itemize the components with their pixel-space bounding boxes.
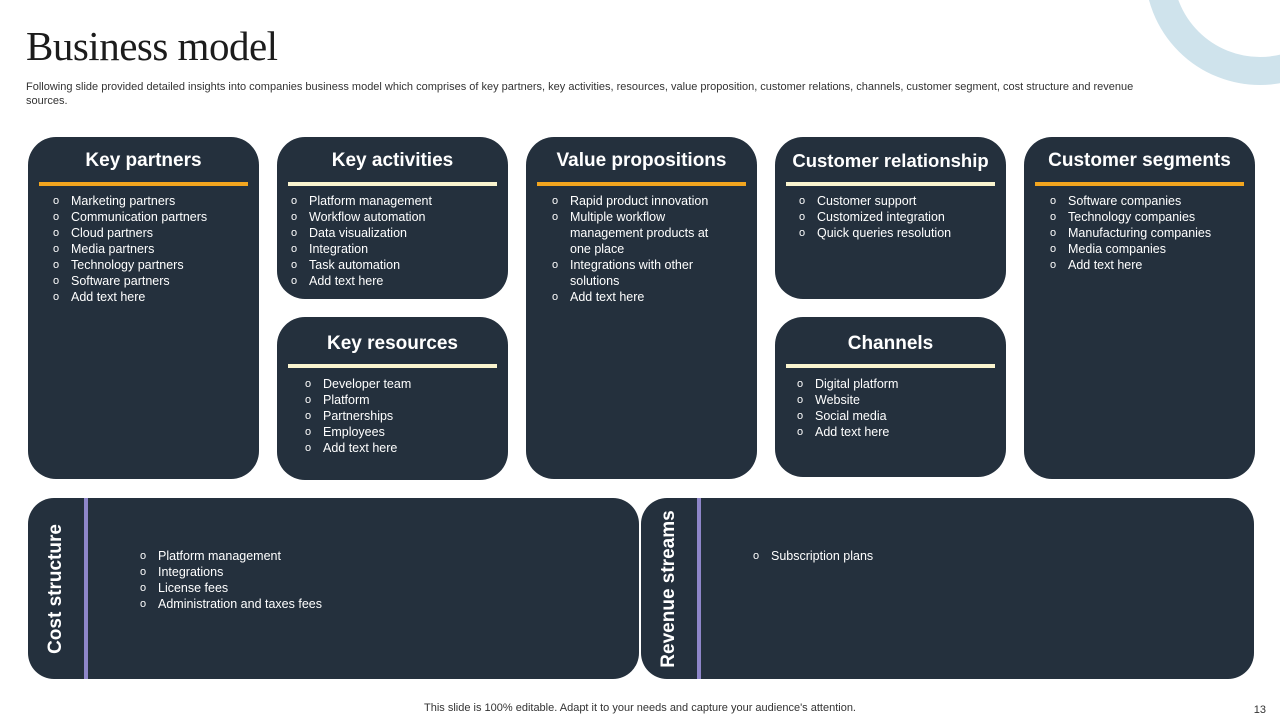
card-heading: Revenue streams bbox=[658, 509, 679, 668]
list-item: o Customer support bbox=[799, 193, 999, 209]
list-item: o Customized integration bbox=[799, 209, 999, 225]
card-revenue-streams bbox=[641, 498, 1254, 679]
heading-divider bbox=[537, 182, 746, 186]
footer-note: This slide is 100% editable. Adapt it to your needs and capture your audience's attention. bbox=[424, 702, 856, 714]
heading-divider bbox=[786, 182, 995, 186]
card-channels bbox=[775, 317, 1006, 477]
list-item: o Integrations with other solutions bbox=[552, 257, 727, 289]
page-subtitle: Following slide provided detailed insights into companies business model which comprises of key partners, key activities, resources, value proposition, customer relations, channels, customer segment, cost structure and revenue sources. bbox=[26, 81, 1134, 107]
list-item: o Add text here bbox=[552, 289, 727, 305]
list-item: o Quick queries resolution bbox=[799, 225, 999, 241]
list-item: o Website bbox=[797, 392, 997, 408]
card-customer-relationship bbox=[775, 137, 1006, 299]
page-number: 13 bbox=[1253, 704, 1266, 716]
list-item: o Platform bbox=[305, 392, 500, 408]
heading-divider bbox=[1035, 182, 1244, 186]
list-item: o Technology companies bbox=[1050, 209, 1250, 225]
list-item: o Add text here bbox=[291, 273, 501, 289]
list-item: o License fees bbox=[140, 580, 440, 596]
list-item: o Media companies bbox=[1050, 241, 1250, 257]
decorative-ring bbox=[1145, 0, 1280, 85]
card-key-partners bbox=[28, 137, 259, 479]
list-item: o Add text here bbox=[305, 440, 500, 456]
list-item: o Data visualization bbox=[291, 225, 501, 241]
list-item: o Communication partners bbox=[53, 209, 253, 225]
item-list bbox=[53, 193, 253, 305]
list-item: o Add text here bbox=[53, 289, 253, 305]
list-item: o Add text here bbox=[1050, 257, 1250, 273]
list-item: o Rapid product innovation bbox=[552, 193, 727, 209]
heading-divider bbox=[288, 364, 497, 368]
list-item: o Marketing partners bbox=[53, 193, 253, 209]
heading-divider bbox=[786, 364, 995, 368]
heading-divider bbox=[697, 498, 701, 679]
list-item: o Add text here bbox=[797, 424, 997, 440]
card-key-resources bbox=[277, 317, 508, 480]
list-item: o Technology partners bbox=[53, 257, 253, 273]
item-list bbox=[552, 193, 727, 305]
list-item: o Platform management bbox=[291, 193, 501, 209]
list-item: o Cloud partners bbox=[53, 225, 253, 241]
card-heading: Customer relationship bbox=[792, 150, 989, 171]
vertical-heading bbox=[641, 498, 697, 679]
list-item: o Integration bbox=[291, 241, 501, 257]
card-cost-structure bbox=[28, 498, 639, 679]
list-item: o Social media bbox=[797, 408, 997, 424]
list-item: o Manufacturing companies bbox=[1050, 225, 1250, 241]
item-list bbox=[797, 376, 997, 440]
card-value-propositions bbox=[526, 137, 757, 479]
card-heading: Key resources bbox=[327, 333, 458, 354]
list-item: o Integrations bbox=[140, 564, 440, 580]
card-key-activities bbox=[277, 137, 508, 299]
list-item: o Multiple workflow management products at one place bbox=[552, 209, 727, 257]
heading-divider bbox=[288, 182, 497, 186]
list-item: o Employees bbox=[305, 424, 500, 440]
card-heading: Channels bbox=[847, 333, 934, 354]
card-heading: Key activities bbox=[331, 150, 454, 171]
list-item: o Digital platform bbox=[797, 376, 997, 392]
vertical-heading bbox=[28, 498, 84, 679]
list-item: o Administration and taxes fees bbox=[140, 596, 440, 612]
card-customer-segments bbox=[1024, 137, 1255, 479]
card-heading: Key partners bbox=[85, 150, 202, 171]
heading-divider bbox=[84, 498, 88, 679]
heading-divider bbox=[39, 182, 248, 186]
list-item: o Software companies bbox=[1050, 193, 1250, 209]
list-item: o Subscription plans bbox=[753, 548, 1053, 564]
page-title: Business model bbox=[26, 23, 278, 69]
list-item: o Software partners bbox=[53, 273, 253, 289]
list-item: o Developer team bbox=[305, 376, 500, 392]
item-list bbox=[1050, 193, 1250, 273]
list-item: o Task automation bbox=[291, 257, 501, 273]
item-list bbox=[799, 193, 999, 241]
card-heading: Customer segments bbox=[1048, 150, 1231, 171]
item-list bbox=[305, 376, 500, 456]
list-item: o Partnerships bbox=[305, 408, 500, 424]
card-heading: Value propositions bbox=[556, 150, 727, 171]
item-list bbox=[291, 193, 501, 289]
item-list bbox=[753, 548, 1053, 564]
list-item: o Platform management bbox=[140, 548, 440, 564]
list-item: o Workflow automation bbox=[291, 209, 501, 225]
card-heading: Cost structure bbox=[45, 523, 66, 654]
item-list bbox=[140, 548, 440, 612]
list-item: o Media partners bbox=[53, 241, 253, 257]
